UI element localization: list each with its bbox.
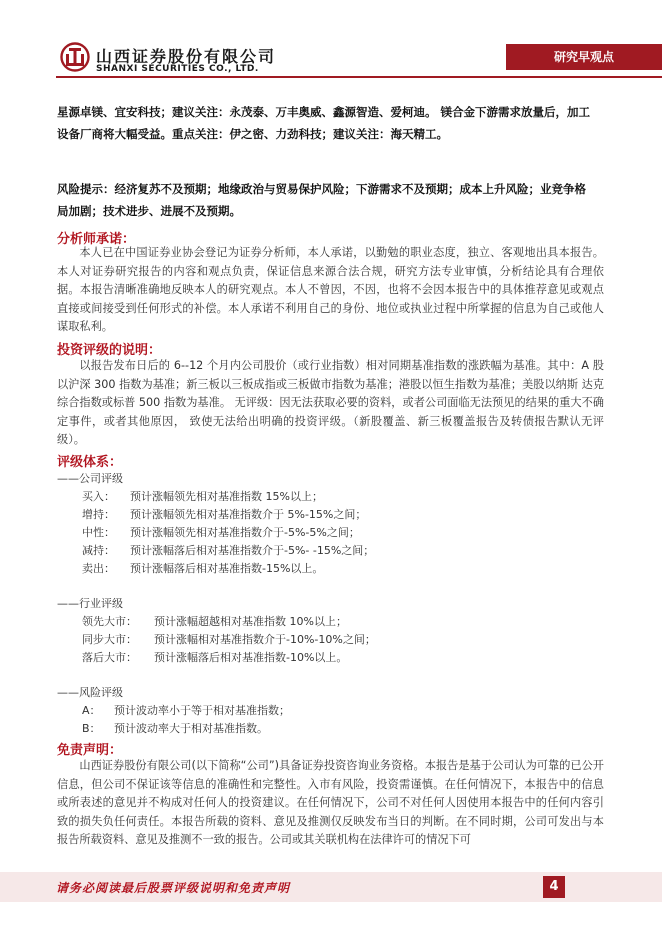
company-name-en: SHANXI SECURITIES CO., LTD.	[96, 64, 259, 74]
rating-system-title: 评级体系：	[57, 455, 123, 470]
summary-line-2: 设备厂商将大幅受益。重点关注：伊之密、力劲科技；建议关注：海天精工。	[57, 127, 448, 141]
footer-notice: 请务必阅读最后股票评级说明和免责声明	[56, 881, 291, 895]
risk-rating-label: B：	[82, 722, 101, 735]
company-rating-label: 增持：	[82, 508, 115, 521]
company-rating-label: 中性：	[82, 526, 115, 539]
company-rating-desc: 预计涨幅领先相对基准指数介于 5%-15%之间；	[130, 508, 367, 521]
analyst-commitment-title: 分析师承诺：	[57, 232, 136, 247]
report-type-band	[506, 44, 662, 70]
summary-line-1: 星源卓镁、宜安科技；建议关注：永茂泰、万丰奥威、鑫源智造、爱柯迪。 镁合金下游需求放量后，加工	[57, 105, 590, 119]
disclaimer-text: 山西证券股份有限公司(以下简称“公司”)具备证券投资咨询业务资格。本报告是基于公司认为可靠的已公开信息，但公司不保证该等信息的准确性和完整性。入市有风险，投资需谨慎。在任何情况下，本报告中的信息或所表述的意见并不构成对任何人的投资建议。在任何情况下，公司不对任何人因使用本报告中的任何内容引致的损失负任何责任。本报告所载的资料、意见及推测仅反映发布当日的判断。在不同时期，公司可发出与本报告所载资料、意见及推测不一致的报告。公司或其关联机构在法律许可的情况下可	[57, 759, 604, 846]
page-number: 4	[543, 876, 565, 898]
company-rating-label: 买入：	[82, 490, 115, 503]
company-rating-desc: 预计涨幅落后相对基准指数-15%以上。	[130, 562, 324, 575]
disclaimer-title: 免责声明：	[57, 743, 123, 758]
industry-rating-desc: 预计涨幅超越相对基准指数 10%以上；	[154, 615, 347, 628]
header-divider	[56, 76, 662, 78]
risk-rating-label: A：	[82, 704, 101, 717]
rating-explanation-text: 以报告发布日后的 6--12 个月内公司股价（或行业指数）相对同期基准指数的涨跌幅为基准。其中：A 股 以沪深 300 指数为基准；新三板以三板成指或三板做市指数为基准；港股以恒生指数为基准；美股以纳斯 达克综合指数或标普 500 指数为基准。 无评级：因无法获取必要的资料，或者公司面临无法预见的结果的重大不确定事件，或者其他原因， 致使无法给出明确的投资评级。（新股覆盖、新三板覆盖报告及转债报告默认无评级）。	[57, 359, 604, 446]
company-rating-label: 卖出：	[82, 562, 115, 575]
page-footer	[0, 872, 662, 902]
analyst-commitment-body	[57, 244, 604, 337]
company-rating-label: 减持：	[82, 544, 115, 557]
risk-rating-desc: 预计波动率小于等于相对基准指数；	[114, 704, 290, 717]
risk-warning-line-1: 风险提示：经济复苏不及预期；地缘政治与贸易保护风险；下游需求不及预期；成本上升风险；业竞争格	[57, 182, 586, 196]
company-rating-heading: ——公司评级	[57, 472, 123, 485]
risk-warning-line-2: 局加剧；技术进步、进展不及预期。	[57, 204, 241, 218]
industry-rating-label: 落后大市：	[82, 651, 137, 664]
rating-explanation-title: 投资评级的说明：	[57, 343, 162, 358]
company-rating-desc: 预计涨幅落后相对基准指数介于-5%- -15%之间；	[130, 544, 375, 557]
industry-rating-label: 同步大市：	[82, 633, 137, 646]
risk-rating-desc: 预计波动率大于相对基准指数。	[114, 722, 268, 735]
report-type-label: 研究早观点	[553, 50, 614, 64]
company-logo-icon	[60, 42, 90, 72]
page-header	[0, 36, 662, 80]
company-rating-desc: 预计涨幅领先相对基准指数介于-5%-5%之间；	[130, 526, 360, 539]
industry-rating-desc: 预计涨幅落后相对基准指数-10%以上。	[154, 651, 348, 664]
industry-rating-heading: ——行业评级	[57, 597, 123, 610]
risk-rating-heading: ——风险评级	[57, 686, 123, 699]
disclaimer-body	[57, 757, 604, 850]
industry-rating-desc: 预计涨幅相对基准指数介于-10%-10%之间；	[154, 633, 376, 646]
rating-explanation-body	[57, 357, 604, 450]
company-rating-desc: 预计涨幅领先相对基准指数 15%以上；	[130, 490, 323, 503]
company-name-cn: 山西证券股份有限公司	[96, 47, 277, 66]
industry-rating-label: 领先大市：	[82, 615, 137, 628]
analyst-commitment-text: 本人已在中国证券业协会登记为证券分析师，本人承诺，以勤勉的职业态度，独立、客观地出具本报告。本人对证券研究报告的内容和观点负责，保证信息来源合法合规，研究方法专业审慎，分析结论具有合理依据。本报告清晰准确地反映本人的研究观点。本人不曾因，不因，也将不会因本报告中的具体推荐意见或观点直接或间接受到任何形式的补偿。本人承诺不利用自己的身份、地位或执业过程中所掌握的信息为自己或他人谋取私利。	[57, 246, 604, 333]
